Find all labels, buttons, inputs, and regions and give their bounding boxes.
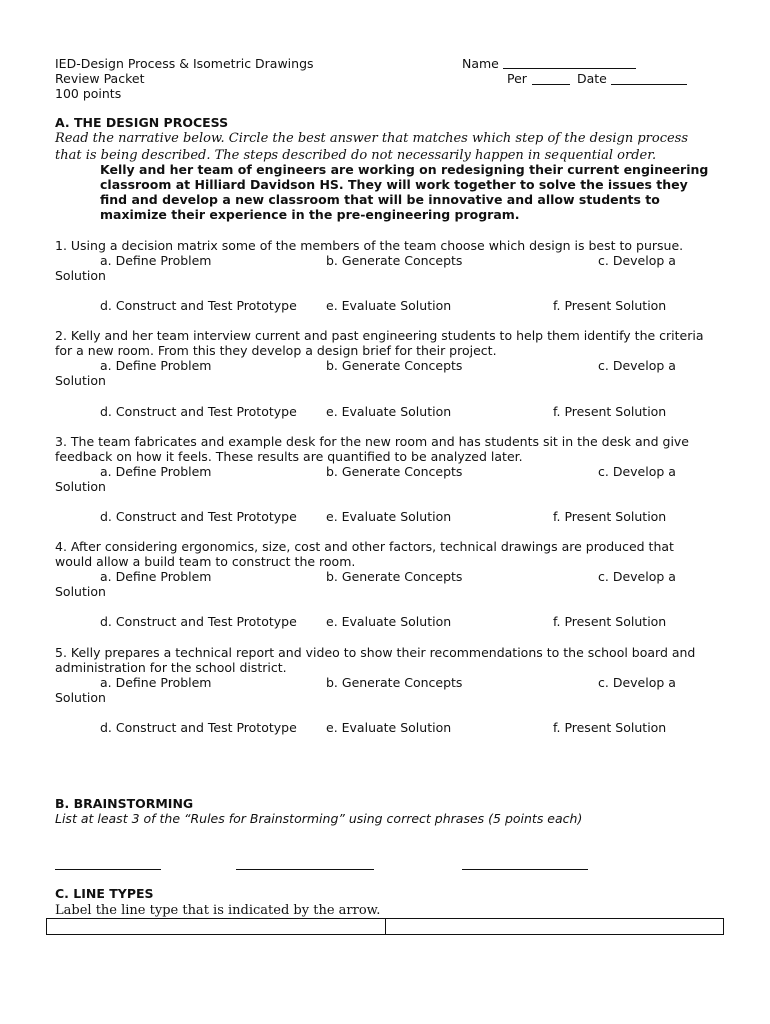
- section-c-heading: C. LINE TYPES: [55, 886, 154, 901]
- total-points: 100 points: [55, 86, 122, 101]
- narrative-line: Kelly and her team of engineers are working on redesigning their current engineering: [100, 162, 709, 177]
- question-text: 1. Using a decision matrix some of the members of the team choose which design is best to pursue.: [55, 238, 684, 253]
- choice-e[interactable]: e. Evaluate Solution: [326, 720, 452, 735]
- question-text: for a new room. From this they develop a design brief for their project.: [55, 343, 497, 358]
- choice-a[interactable]: a. Define Problem: [100, 675, 212, 690]
- question-text: administration for the school district.: [55, 660, 287, 675]
- brainstorm-answer-1[interactable]: [55, 869, 161, 870]
- choice-f[interactable]: f. Present Solution: [553, 509, 667, 524]
- choice-c-continued[interactable]: Solution: [55, 268, 106, 283]
- choice-c[interactable]: c. Develop a: [598, 464, 676, 479]
- choice-d[interactable]: d. Construct and Test Prototype: [100, 614, 297, 629]
- choice-c-continued[interactable]: Solution: [55, 373, 106, 388]
- question-text: 5. Kelly prepares a technical report and video to show their recommendations to the school board and: [55, 645, 696, 660]
- choice-c[interactable]: c. Develop a: [598, 358, 676, 373]
- choice-e[interactable]: e. Evaluate Solution: [326, 298, 452, 313]
- line-types-table: [46, 918, 724, 935]
- section-b-heading: B. BRAINSTORMING: [55, 796, 194, 811]
- choice-e[interactable]: e. Evaluate Solution: [326, 509, 452, 524]
- choice-d[interactable]: d. Construct and Test Prototype: [100, 298, 297, 313]
- choice-b[interactable]: b. Generate Concepts: [326, 358, 463, 373]
- section-a-instructions-line1: Read the narrative below. Circle the best answer that matches which step of the design process: [55, 131, 689, 146]
- date-label: Date: [577, 71, 607, 86]
- line-types-cell: [47, 919, 386, 934]
- brainstorm-answer-3[interactable]: [462, 869, 588, 870]
- date-field[interactable]: [611, 84, 687, 85]
- choice-e[interactable]: e. Evaluate Solution: [326, 614, 452, 629]
- section-c-instructions: Label the line type that is indicated by the arrow.: [55, 903, 381, 918]
- question-text: would allow a build team to construct the room.: [55, 554, 356, 569]
- per-field[interactable]: [532, 84, 570, 85]
- choice-d[interactable]: d. Construct and Test Prototype: [100, 720, 297, 735]
- brainstorm-answer-2[interactable]: [236, 869, 374, 870]
- choice-f[interactable]: f. Present Solution: [553, 614, 667, 629]
- choice-b[interactable]: b. Generate Concepts: [326, 675, 463, 690]
- choice-c-continued[interactable]: Solution: [55, 690, 106, 705]
- choice-c[interactable]: c. Develop a: [598, 569, 676, 584]
- document-title: IED-Design Process & Isometric Drawings: [55, 56, 314, 71]
- choice-f[interactable]: f. Present Solution: [553, 298, 667, 313]
- narrative-line: classroom at Hilliard Davidson HS. They will work together to solve the issues they: [100, 177, 688, 192]
- choice-e[interactable]: e. Evaluate Solution: [326, 404, 452, 419]
- narrative-line: maximize their experience in the pre-engineering program.: [100, 207, 520, 222]
- section-b-instructions: List at least 3 of the “Rules for Brainstorming” using correct phrases (5 points each): [55, 811, 583, 826]
- question-text: 2. Kelly and her team interview current and past engineering students to help them identify the criteria: [55, 328, 704, 343]
- choice-f[interactable]: f. Present Solution: [553, 720, 667, 735]
- choice-d[interactable]: d. Construct and Test Prototype: [100, 404, 297, 419]
- choice-b[interactable]: b. Generate Concepts: [326, 569, 463, 584]
- question-text: 4. After considering ergonomics, size, cost and other factors, technical drawings are produced that: [55, 539, 674, 554]
- choice-d[interactable]: d. Construct and Test Prototype: [100, 509, 297, 524]
- choice-a[interactable]: a. Define Problem: [100, 253, 212, 268]
- section-a-instructions-line2: that is being described. The steps described do not necessarily happen in sequential order.: [55, 148, 657, 163]
- document-subtitle: Review Packet: [55, 71, 145, 86]
- choice-a[interactable]: a. Define Problem: [100, 464, 212, 479]
- question-text: feedback on how it feels. These results are quantified to be analyzed later.: [55, 449, 523, 464]
- narrative-line: find and develop a new classroom that will be innovative and allow students to: [100, 192, 660, 207]
- choice-b[interactable]: b. Generate Concepts: [326, 464, 463, 479]
- choice-c[interactable]: c. Develop a: [598, 675, 676, 690]
- choice-a[interactable]: a. Define Problem: [100, 569, 212, 584]
- choice-a[interactable]: a. Define Problem: [100, 358, 212, 373]
- per-label: Per: [507, 71, 527, 86]
- choice-c-continued[interactable]: Solution: [55, 584, 106, 599]
- name-field[interactable]: [503, 68, 636, 69]
- question-text: 3. The team fabricates and example desk for the new room and has students sit in the desk and give: [55, 434, 690, 449]
- choice-f[interactable]: f. Present Solution: [553, 404, 667, 419]
- choice-c[interactable]: c. Develop a: [598, 253, 676, 268]
- choice-c-continued[interactable]: Solution: [55, 479, 106, 494]
- choice-b[interactable]: b. Generate Concepts: [326, 253, 463, 268]
- section-a-heading: A. THE DESIGN PROCESS: [55, 115, 229, 130]
- name-label: Name: [462, 56, 499, 71]
